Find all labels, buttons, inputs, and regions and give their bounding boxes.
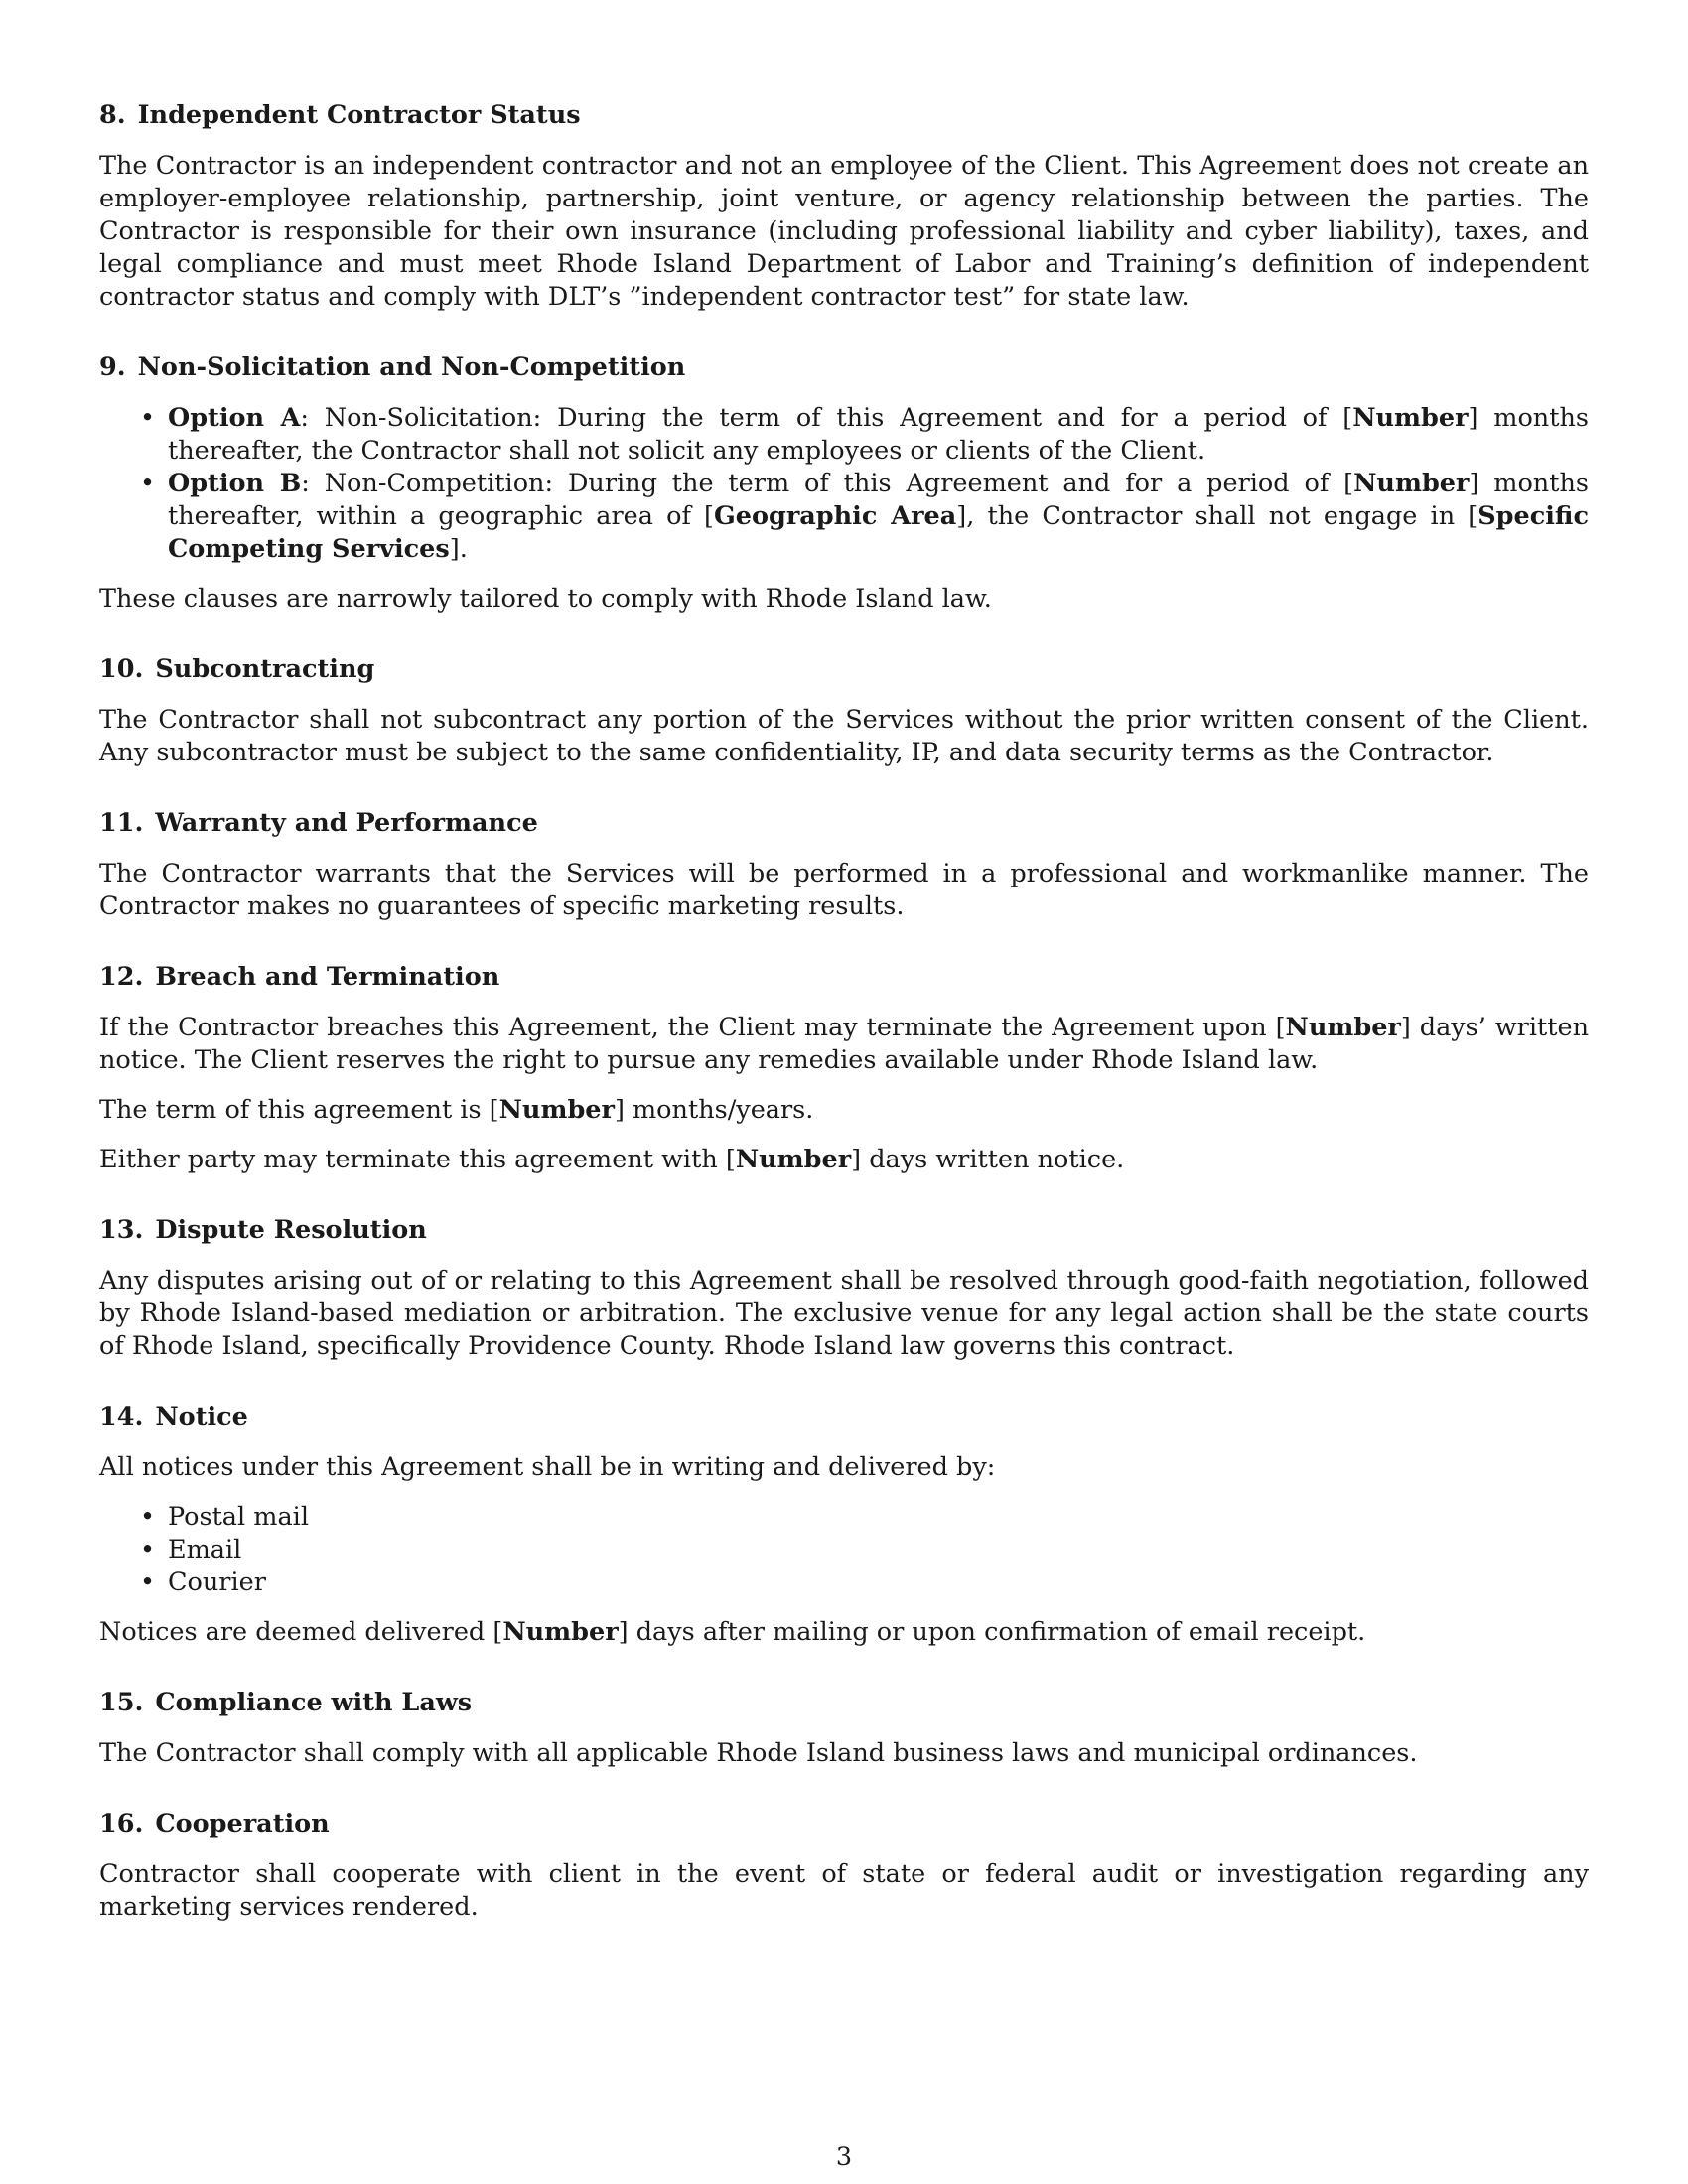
section-number: 16. <box>99 1809 144 1839</box>
section-heading <box>99 1214 1589 1247</box>
section-title: Cooperation <box>155 1809 330 1839</box>
paragraph: The Contractor shall comply with all applicable Rhode Island business laws and municipal ordinances. <box>99 1738 1418 1768</box>
section-title: Warranty and Performance <box>155 808 538 838</box>
section-number: 12. <box>99 962 144 992</box>
placeholder-number: Number <box>498 1095 615 1125</box>
bullet-icon: • <box>140 1535 156 1565</box>
section-number: 10. <box>99 654 144 684</box>
bullet-icon: • <box>140 403 156 433</box>
section-title: Compliance with Laws <box>155 1688 473 1717</box>
section-title: Subcontracting <box>155 654 375 684</box>
bullet-icon: • <box>140 1502 156 1532</box>
list-item <box>140 1501 1589 1534</box>
options-list <box>99 402 1589 566</box>
text: ] days written notice. <box>851 1145 1125 1174</box>
text: Courier <box>168 1568 266 1597</box>
section-number: 13. <box>99 1215 144 1245</box>
placeholder-number: Number <box>1285 1013 1401 1042</box>
text: ] months thereafter, the Contractor shall not solicit any employees or clients of the Client. <box>168 403 1589 466</box>
text: ], the Contractor shall not engage in [ <box>956 501 1478 531</box>
option-label: Option B <box>168 469 302 498</box>
section-heading <box>99 961 1589 994</box>
paragraph <box>99 1012 1589 1077</box>
placeholder-number: Number <box>1353 469 1470 498</box>
placeholder-geographic-area: Geographic Area <box>714 501 957 531</box>
text: Notices are deemed delivered [ <box>99 1617 503 1647</box>
section-subcontracting <box>99 653 1589 769</box>
text: ] months thereafter, within a geographic area of [ <box>168 469 1589 531</box>
section-title: Breach and Termination <box>155 962 500 992</box>
section-non-solicitation <box>99 351 1589 615</box>
text: Postal mail <box>168 1502 309 1532</box>
document-page <box>99 99 1589 1962</box>
section-number: 14. <box>99 1402 144 1432</box>
section-heading <box>99 99 1589 132</box>
text: : Non-Competition: During the term of this Agreement and for a period of [ <box>301 469 1354 498</box>
paragraph: The Contractor is an independent contractor and not an employee of the Client. This Agreement does not create an employer-employee relationship, partnership, joint venture, or agency relationship between the parties. The Contractor is responsible for their own insurance (including professional liability and cyber liability), taxes, and legal compliance and must meet Rhode Island Department of Labor and Training’s definition of independent contractor status and comply with DLT’s ”independent contractor test” for state law. <box>99 151 1589 312</box>
text: If the Contractor breaches this Agreement, the Client may terminate the Agreement upon [ <box>99 1013 1286 1042</box>
section-cooperation <box>99 1808 1589 1924</box>
section-title: Dispute Resolution <box>155 1215 427 1245</box>
placeholder-number: Number <box>502 1617 619 1647</box>
text: ] days’ written notice. The Client reserves the right to pursue any remedies available under Rhode Island law. <box>99 1013 1589 1075</box>
paragraph <box>99 1144 1589 1176</box>
section-heading <box>99 351 1589 384</box>
section-warranty-performance <box>99 807 1589 923</box>
section-breach-termination <box>99 961 1589 1176</box>
text: The term of this agreement is [ <box>99 1095 499 1125</box>
section-independent-contractor-status <box>99 99 1589 314</box>
bullet-icon: • <box>140 1568 156 1597</box>
text: Either party may terminate this agreement with [ <box>99 1145 736 1174</box>
section-compliance-with-laws <box>99 1687 1589 1770</box>
section-number: 8. <box>99 100 126 130</box>
section-heading <box>99 807 1589 840</box>
placeholder-competing-services: Specific Competing Services <box>168 501 1589 564</box>
list-item <box>140 1567 1589 1599</box>
paragraph <box>99 1094 1589 1127</box>
section-heading <box>99 1808 1589 1841</box>
text: ] months/years. <box>614 1095 814 1125</box>
section-heading <box>99 1401 1589 1433</box>
placeholder-number: Number <box>1352 403 1469 433</box>
list-item-option-a <box>140 402 1589 468</box>
bullet-icon: • <box>140 469 156 498</box>
paragraph: The Contractor warrants that the Services will be performed in a professional and workmanlike manner. The Contractor makes no guarantees of specific marketing results. <box>99 859 1589 921</box>
paragraph: All notices under this Agreement shall be in writing and delivered by: <box>99 1452 996 1482</box>
paragraph: Any disputes arising out of or relating to this Agreement shall be resolved through good-faith negotiation, followed by Rhode Island-based mediation or arbitration. The exclusive venue for any legal action shall be the state courts of Rhode Island, specifically Providence County. Rhode Island law governs this contract. <box>99 1266 1589 1361</box>
text: : Non-Solicitation: During the term of this Agreement and for a period of [ <box>300 403 1353 433</box>
section-heading <box>99 653 1589 686</box>
text: ] days after mailing or upon confirmation of email receipt. <box>618 1617 1366 1647</box>
option-label: Option A <box>168 403 301 433</box>
page-number: 3 <box>835 2142 853 2172</box>
section-heading <box>99 1687 1589 1719</box>
section-number: 15. <box>99 1688 144 1717</box>
list-item-option-b <box>140 468 1589 566</box>
paragraph: Contractor shall cooperate with client in the event of state or federal audit or investigation regarding any marketing services rendered. <box>99 1859 1589 1922</box>
list-item <box>140 1534 1589 1567</box>
section-notice <box>99 1401 1589 1649</box>
section-title: Independent Contractor Status <box>137 100 581 130</box>
paragraph <box>99 1616 1589 1649</box>
section-dispute-resolution <box>99 1214 1589 1363</box>
section-title: Notice <box>155 1402 248 1432</box>
section-number: 11. <box>99 808 144 838</box>
delivery-methods-list <box>99 1501 1589 1599</box>
placeholder-number: Number <box>735 1145 852 1174</box>
text: ]. <box>449 534 468 564</box>
text: Email <box>168 1535 242 1565</box>
section-title: Non-Solicitation and Non-Competition <box>137 352 686 382</box>
section-number: 9. <box>99 352 126 382</box>
paragraph: The Contractor shall not subcontract any portion of the Services without the prior written consent of the Client. Any subcontractor must be subject to the same confidentiality, IP, and data security terms as the Contractor. <box>99 705 1589 767</box>
paragraph: These clauses are narrowly tailored to comply with Rhode Island law. <box>99 584 992 614</box>
